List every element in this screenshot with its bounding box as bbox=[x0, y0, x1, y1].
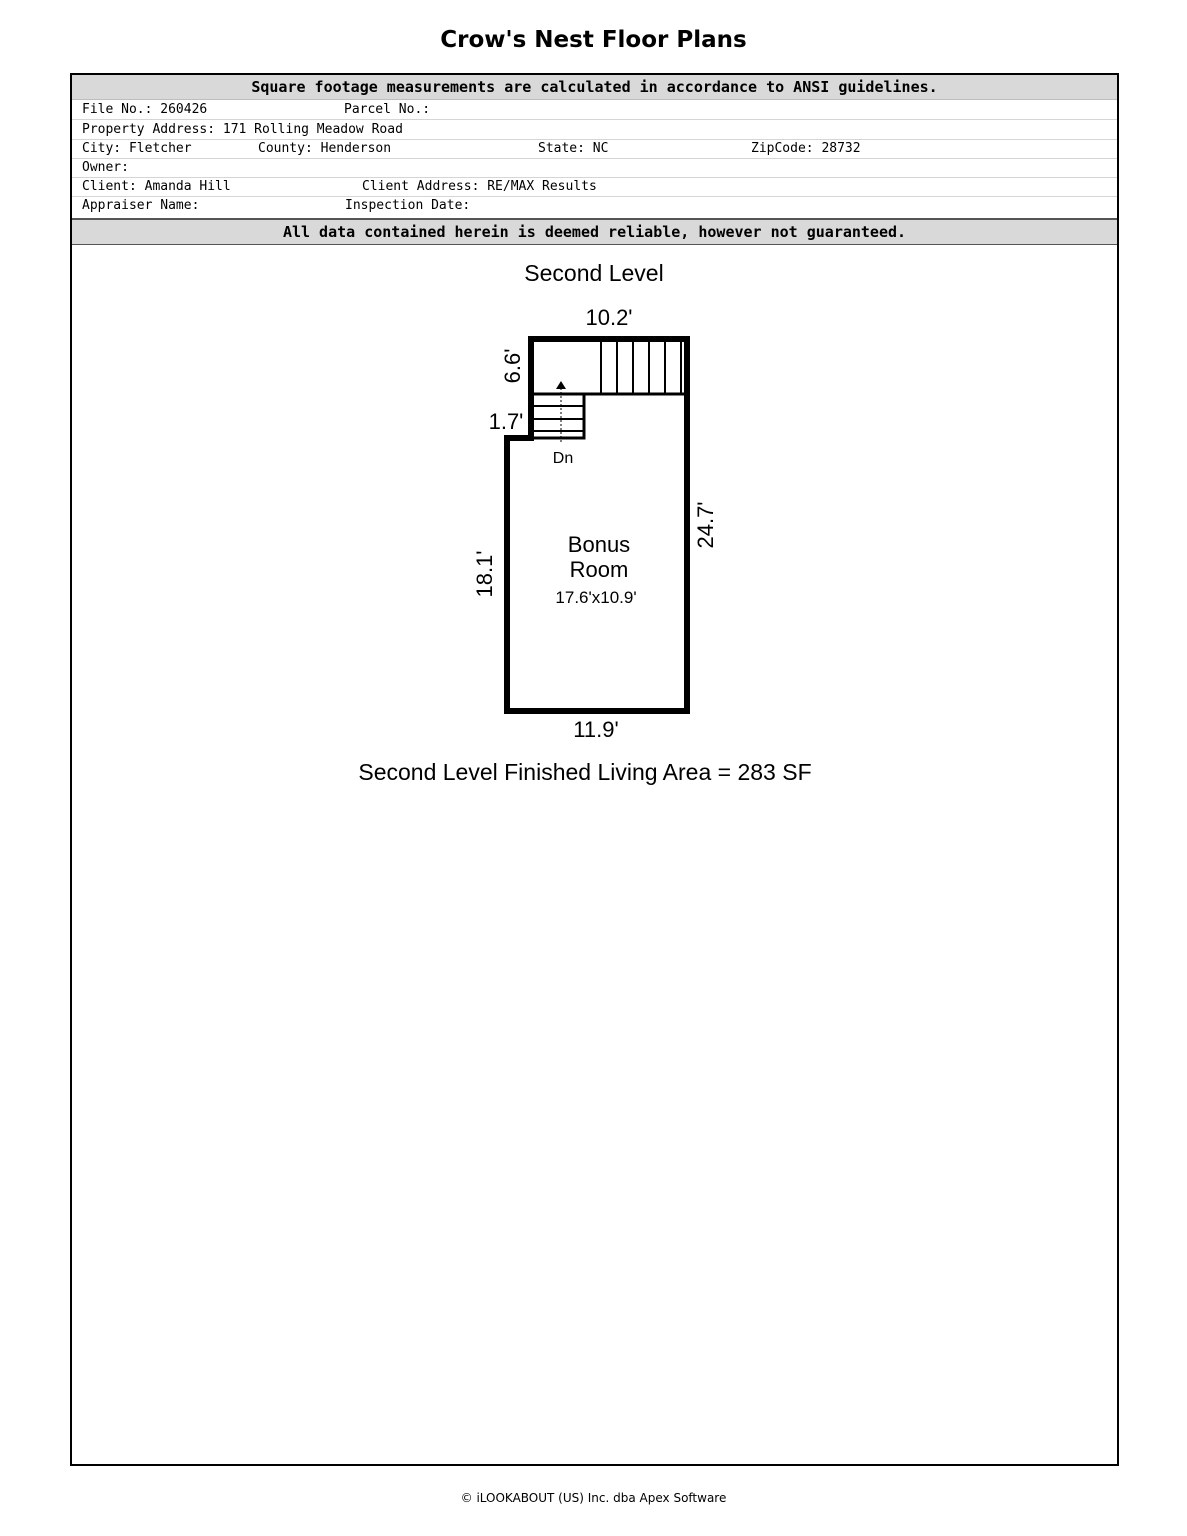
copyright-footer: © iLOOKABOUT (US) Inc. dba Apex Software bbox=[460, 1491, 727, 1505]
level-title: Second Level bbox=[524, 260, 664, 286]
owner: Owner: bbox=[82, 160, 129, 175]
room-name-line2: Room bbox=[569, 557, 629, 582]
client-address: Client Address: RE/MAX Results bbox=[362, 179, 597, 194]
dimension-top: 10.2' bbox=[585, 305, 633, 330]
dimension-step: 1.7' bbox=[488, 409, 524, 434]
ansi-notice-band: Square footage measurements are calculated in accordance to ANSI guidelines. bbox=[72, 75, 1117, 100]
state: State: NC bbox=[538, 141, 609, 156]
room-name-line1: Bonus bbox=[567, 532, 631, 557]
zipcode: ZipCode: 28732 bbox=[751, 141, 861, 156]
stair-arrow bbox=[556, 381, 566, 442]
dimension-right: 24.7' bbox=[693, 501, 718, 549]
dimension-left-lower: 18.1' bbox=[472, 550, 497, 598]
city: City: Fletcher bbox=[82, 141, 192, 156]
client: Client: Amanda Hill bbox=[82, 179, 231, 194]
stair-label: Dn bbox=[552, 450, 574, 467]
inspection-date: Inspection Date: bbox=[345, 198, 471, 213]
appraiser-name: Appraiser Name: bbox=[82, 198, 200, 213]
stair-treads-lower bbox=[531, 406, 584, 431]
stair-treads-upper bbox=[601, 339, 681, 394]
file-number: File No.: 260426 bbox=[82, 102, 208, 117]
disclaimer-band: All data contained herein is deemed reliable, however not guaranteed. bbox=[72, 218, 1117, 245]
dimension-left-upper: 6.6' bbox=[500, 348, 525, 384]
area-summary: Second Level Finished Living Area = 283 SF bbox=[358, 759, 812, 785]
county: County: Henderson bbox=[258, 141, 392, 156]
property-address: Property Address: 171 Rolling Meadow Road bbox=[82, 122, 403, 137]
dimension-bottom: 11.9' bbox=[573, 717, 619, 742]
parcel-number: Parcel No.: bbox=[344, 102, 431, 117]
document-title: Crow's Nest Floor Plans bbox=[440, 27, 747, 53]
room-dimensions: 17.6'x10.9' bbox=[555, 588, 637, 607]
